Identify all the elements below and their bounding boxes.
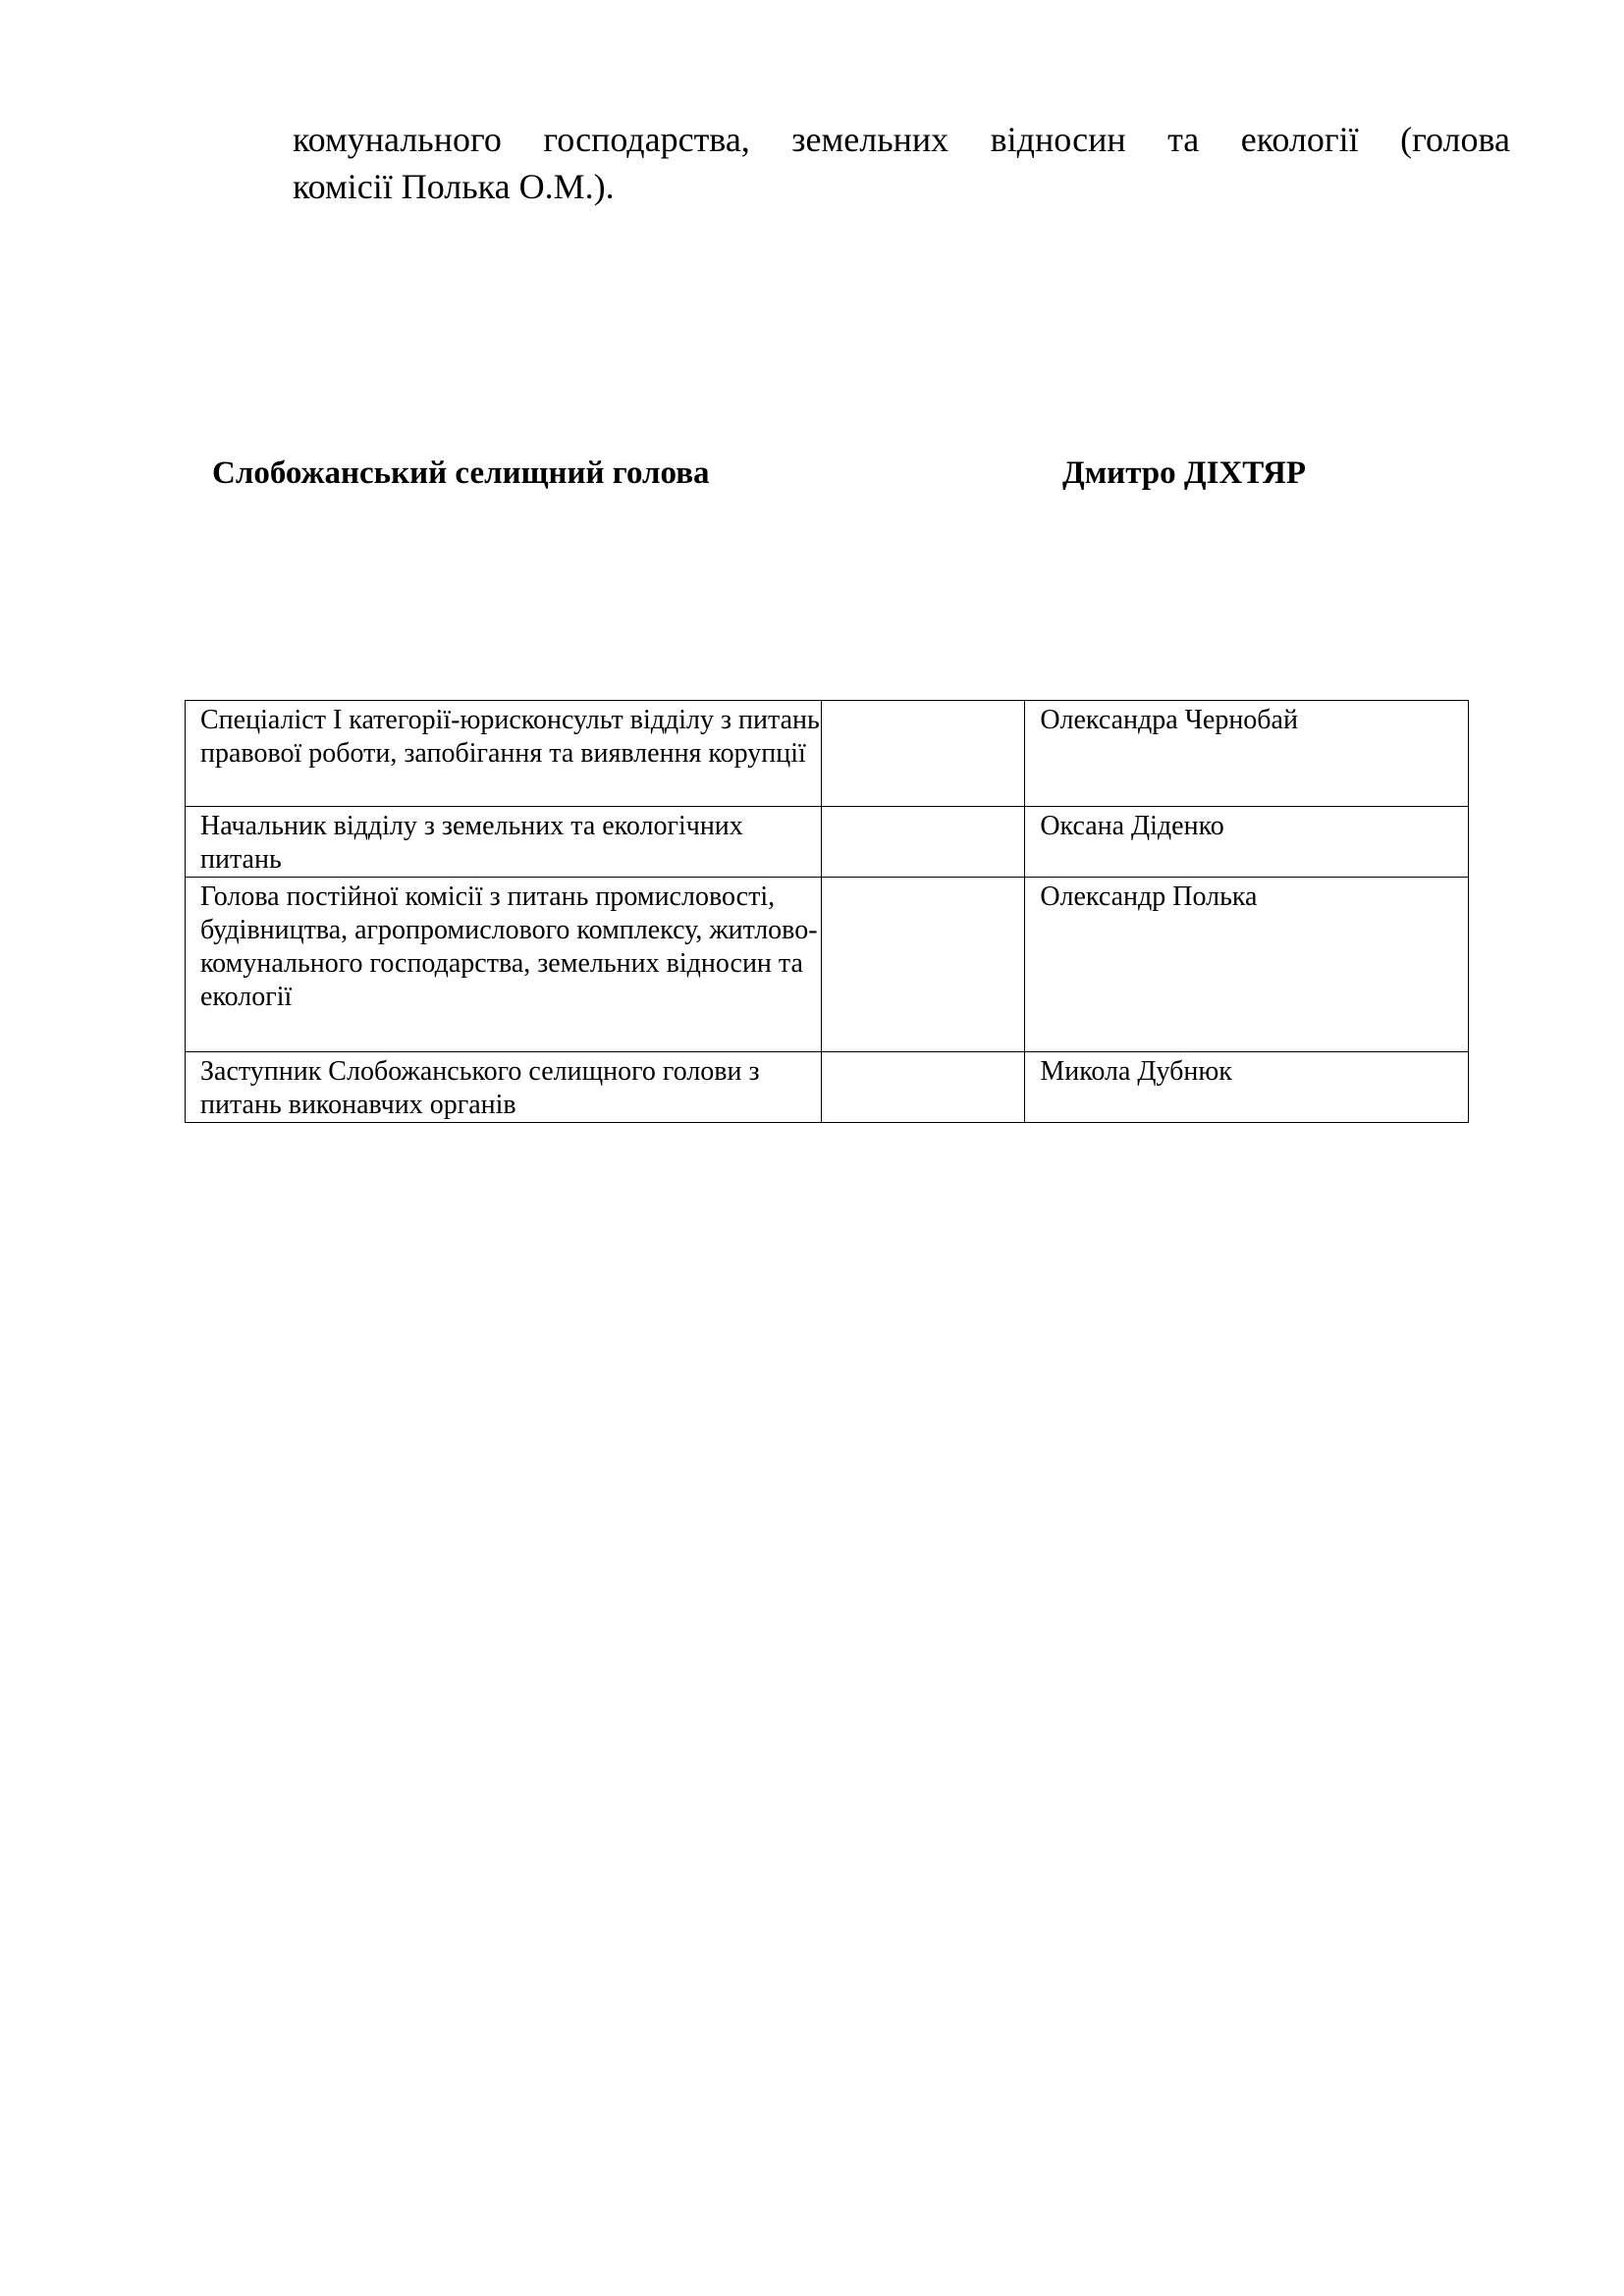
signature-cell bbox=[821, 878, 1025, 1052]
name-cell: Олександр Полька bbox=[1025, 878, 1469, 1052]
signature-title: Слобожанський селищний голова bbox=[212, 455, 710, 491]
signature-cell bbox=[821, 1052, 1025, 1123]
name-cell: Олександра Чернобай bbox=[1025, 701, 1469, 807]
position-cell: Голова постійної комісії з питань промисловості, будівництва, агропромислового комплексу, житлово-комунального господарства, земельних відносин та екології bbox=[186, 878, 822, 1052]
table-row bbox=[186, 807, 1469, 878]
table-row bbox=[186, 701, 1469, 807]
name-cell: Микола Дубнюк bbox=[1025, 1052, 1469, 1123]
intro-line-1: комунального господарства, земельних відносин та екології (голова bbox=[293, 120, 1510, 159]
position-cell: Заступник Слобожанського селищного голови з питань виконавчих органів bbox=[186, 1052, 822, 1123]
table-row bbox=[186, 878, 1469, 1052]
intro-paragraph bbox=[293, 116, 1510, 210]
signature-cell bbox=[821, 807, 1025, 878]
position-cell: Начальник відділу з земельних та екологічних питань bbox=[186, 807, 822, 878]
signature-cell bbox=[821, 701, 1025, 807]
name-cell: Оксана Діденко bbox=[1025, 807, 1469, 878]
approvals-table bbox=[185, 700, 1469, 1123]
intro-line-2: комісії Полька О.М.). bbox=[293, 167, 615, 206]
table-row bbox=[186, 1052, 1469, 1123]
position-cell: Спеціаліст І категорії-юрисконсульт відділу з питань правової роботи, запобігання та виявлення корупції bbox=[186, 701, 822, 807]
signature-name: Дмитро ДІХТЯР bbox=[1062, 455, 1307, 491]
